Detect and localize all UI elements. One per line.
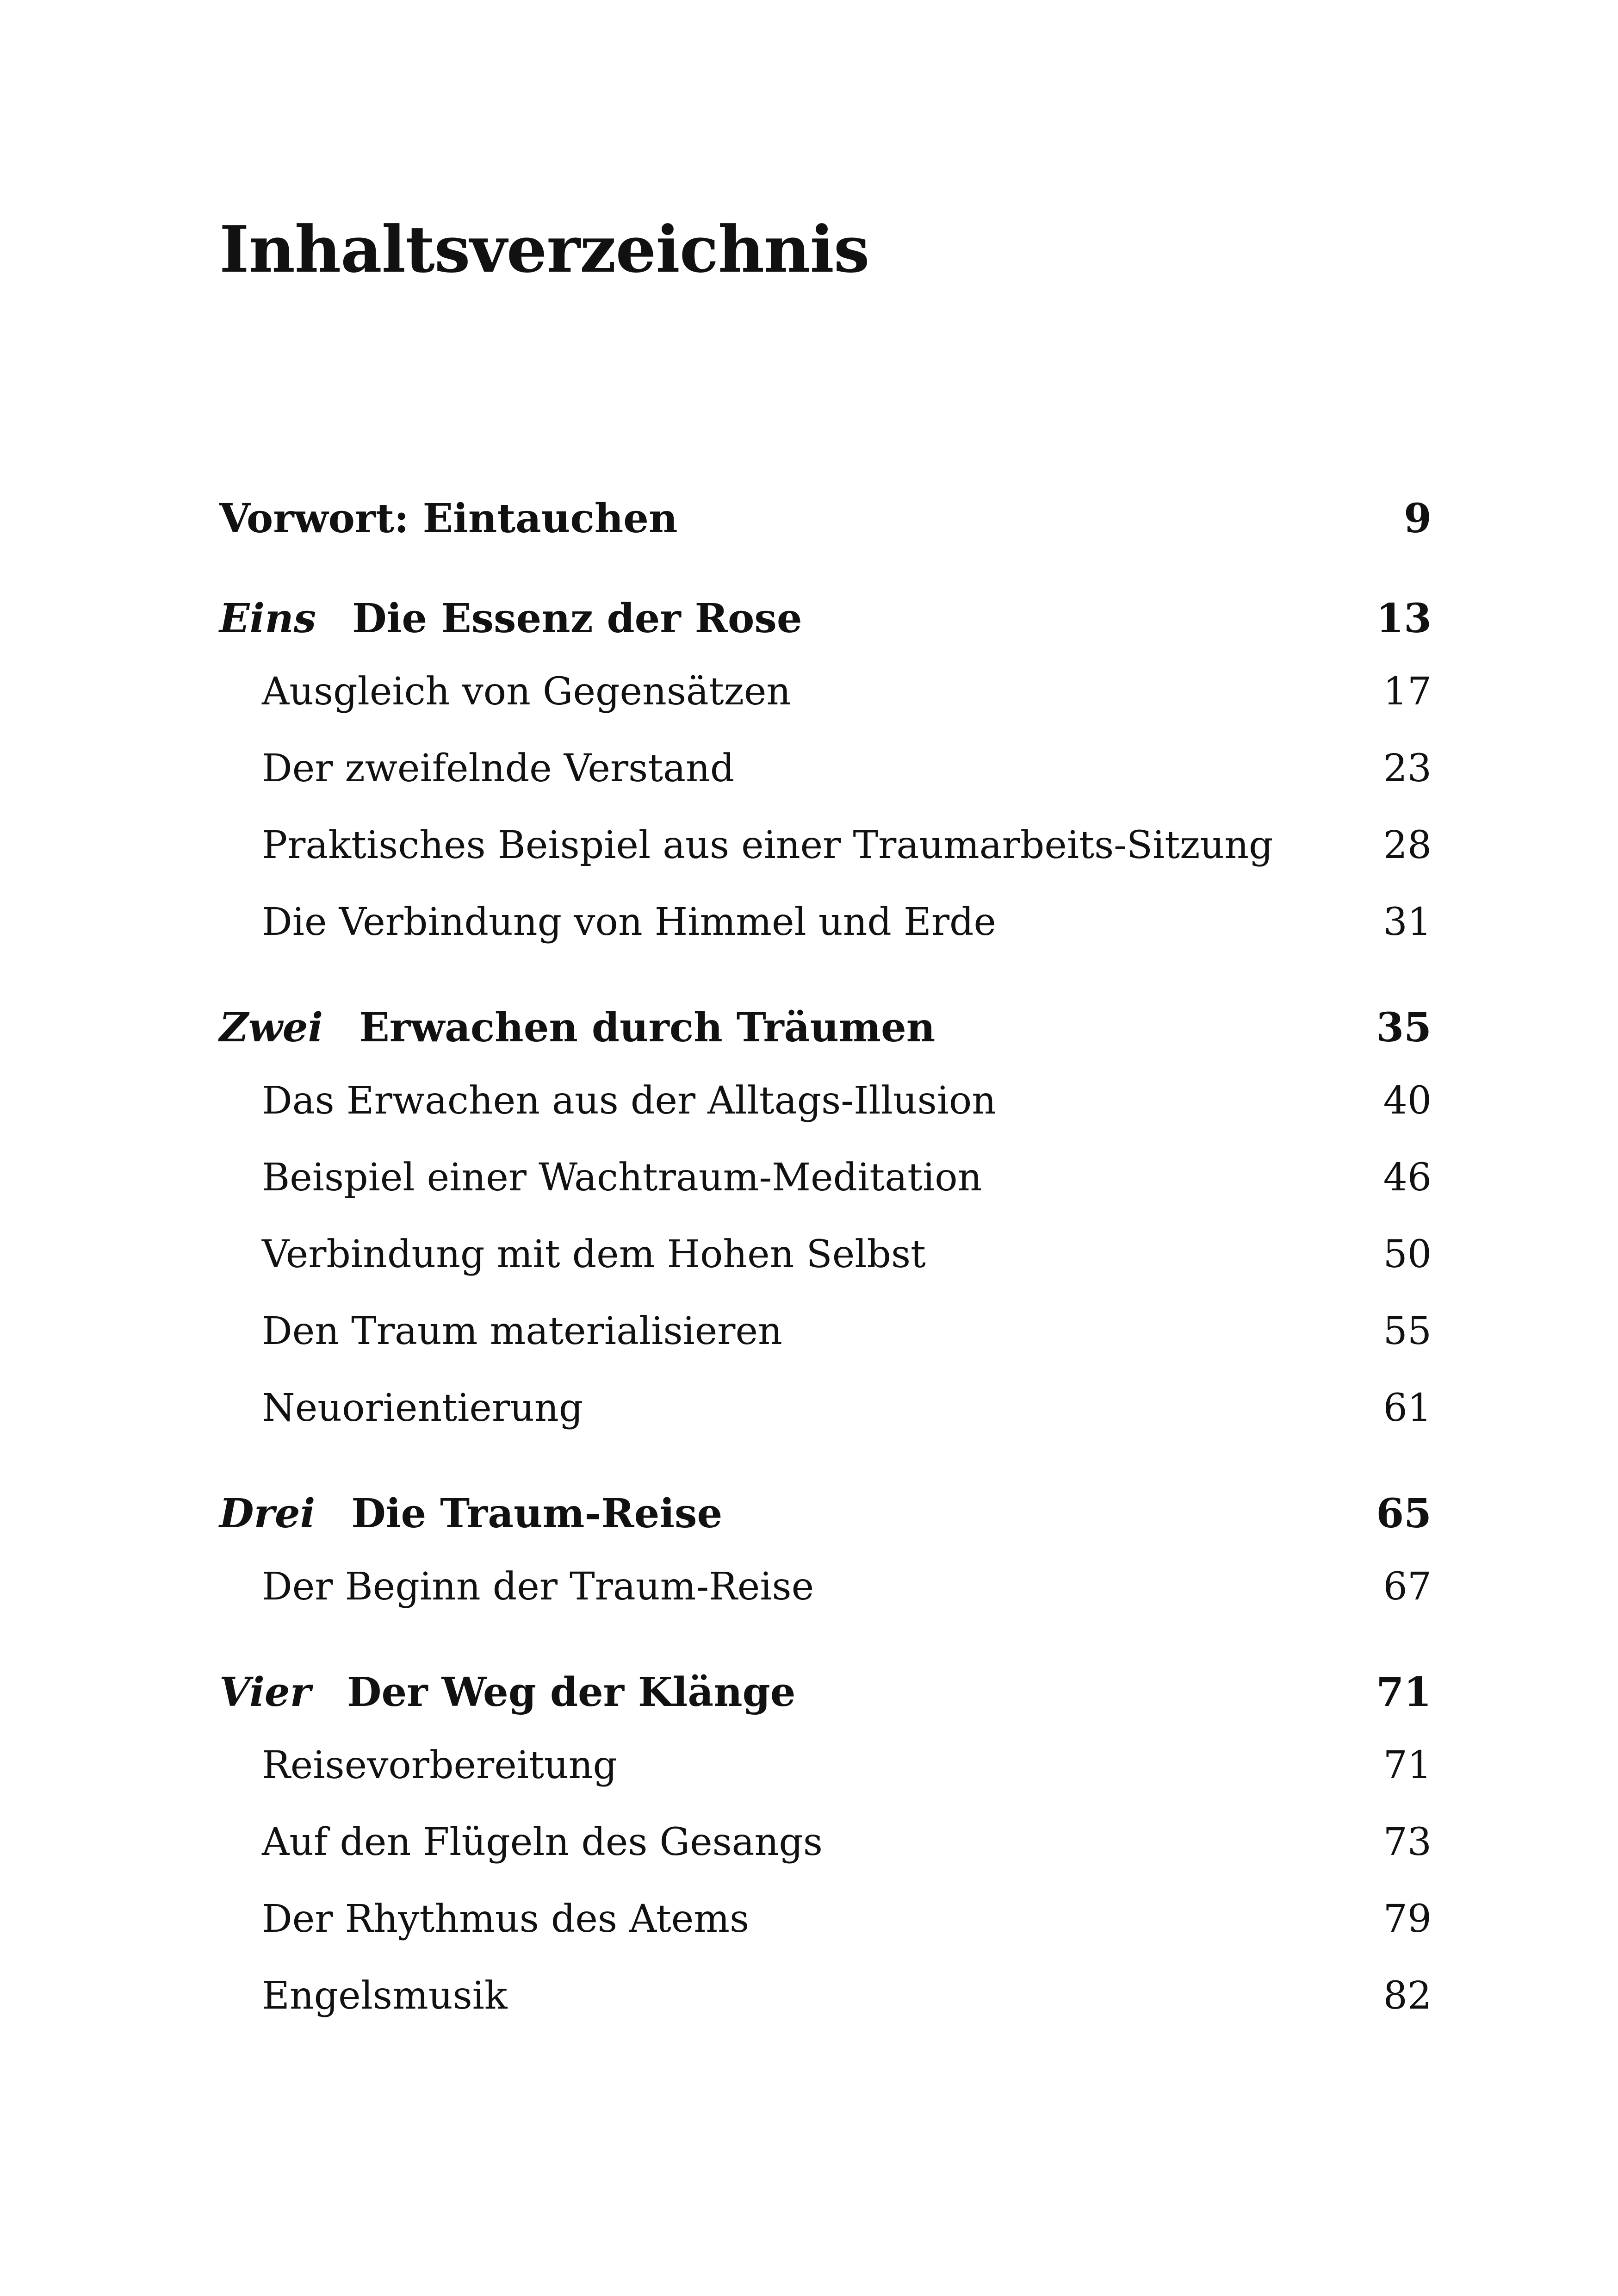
section-page: 73 — [1383, 1820, 1432, 1864]
chapter-number: Eins — [219, 595, 316, 642]
section-title: Das Erwachen aus der Alltags-Illusion — [262, 1079, 997, 1123]
section-page: 55 — [1383, 1309, 1432, 1353]
section-page: 82 — [1383, 1974, 1432, 2018]
section-page: 17 — [1383, 670, 1432, 714]
section-page: 40 — [1383, 1079, 1432, 1123]
section-title: Ausgleich von Gegensätzen — [262, 670, 791, 714]
chapter-title: Die Essenz der Rose — [352, 595, 802, 642]
section-title: Beispiel einer Wachtraum-Meditation — [262, 1156, 982, 1200]
section-page: 23 — [1383, 747, 1432, 790]
chapter-page: 13 — [1376, 595, 1432, 642]
toc-section[interactable] — [219, 1216, 1432, 1293]
spacer — [219, 1625, 1432, 1658]
page-title: Inhaltsverzeichnis — [219, 212, 869, 287]
toc-entry-foreword[interactable] — [219, 484, 1432, 554]
toc-section[interactable] — [219, 884, 1432, 961]
toc-section[interactable] — [219, 1727, 1432, 1804]
toc-section[interactable] — [219, 1370, 1432, 1447]
section-page: 46 — [1383, 1156, 1432, 1200]
chapter-title: Der Weg der Klänge — [347, 1669, 796, 1716]
section-title: Reisevorbereitung — [262, 1743, 618, 1787]
chapter-page: 65 — [1376, 1490, 1432, 1537]
section-title: Praktisches Beispiel aus einer Traumarbeits-Sitzung — [262, 823, 1273, 867]
spacer — [219, 1447, 1432, 1479]
toc-chapter-4[interactable] — [219, 1658, 1432, 1727]
toc-entry-page: 9 — [1404, 495, 1432, 542]
section-title: Verbindung mit dem Hohen Selbst — [262, 1232, 926, 1276]
section-page: 50 — [1383, 1232, 1432, 1276]
toc-section[interactable] — [219, 653, 1432, 730]
table-of-contents — [219, 484, 1432, 2035]
toc-section[interactable] — [219, 730, 1432, 807]
section-page: 28 — [1383, 823, 1432, 867]
chapter-title: Erwachen durch Träumen — [359, 1004, 936, 1051]
toc-chapter-3[interactable] — [219, 1479, 1432, 1549]
section-page: 71 — [1383, 1743, 1432, 1787]
spacer — [219, 554, 1432, 584]
chapter-page: 71 — [1376, 1669, 1432, 1716]
section-title: Der Rhythmus des Atems — [262, 1897, 750, 1941]
toc-chapter-2[interactable] — [219, 993, 1432, 1063]
chapter-number: Vier — [219, 1669, 311, 1716]
chapter-number: Zwei — [219, 1004, 323, 1051]
section-title: Der zweifelnde Verstand — [262, 747, 735, 790]
section-title: Die Verbindung von Himmel und Erde — [262, 900, 997, 944]
toc-entry-title: Vorwort: Eintauchen — [219, 495, 678, 542]
toc-section[interactable] — [219, 1139, 1432, 1216]
section-title: Den Traum materialisieren — [262, 1309, 782, 1353]
toc-section[interactable] — [219, 1804, 1432, 1881]
section-title: Neuorientierung — [262, 1386, 583, 1430]
section-page: 31 — [1383, 900, 1432, 944]
section-page: 67 — [1383, 1565, 1432, 1609]
section-page: 79 — [1383, 1897, 1432, 1941]
toc-section[interactable] — [219, 1549, 1432, 1625]
toc-section[interactable] — [219, 807, 1432, 884]
chapter-title: Die Traum-Reise — [351, 1490, 723, 1537]
toc-section[interactable] — [219, 1881, 1432, 1958]
chapter-page: 35 — [1376, 1004, 1432, 1051]
section-title: Engelsmusik — [262, 1974, 508, 2018]
section-page: 61 — [1383, 1386, 1432, 1430]
section-title: Der Beginn der Traum-Reise — [262, 1565, 814, 1609]
toc-section[interactable] — [219, 1293, 1432, 1370]
chapter-number: Drei — [219, 1490, 316, 1537]
section-title: Auf den Flügeln des Gesangs — [262, 1820, 823, 1864]
spacer — [219, 961, 1432, 993]
toc-chapter-1[interactable] — [219, 584, 1432, 653]
toc-section[interactable] — [219, 1958, 1432, 2035]
toc-section[interactable] — [219, 1063, 1432, 1139]
